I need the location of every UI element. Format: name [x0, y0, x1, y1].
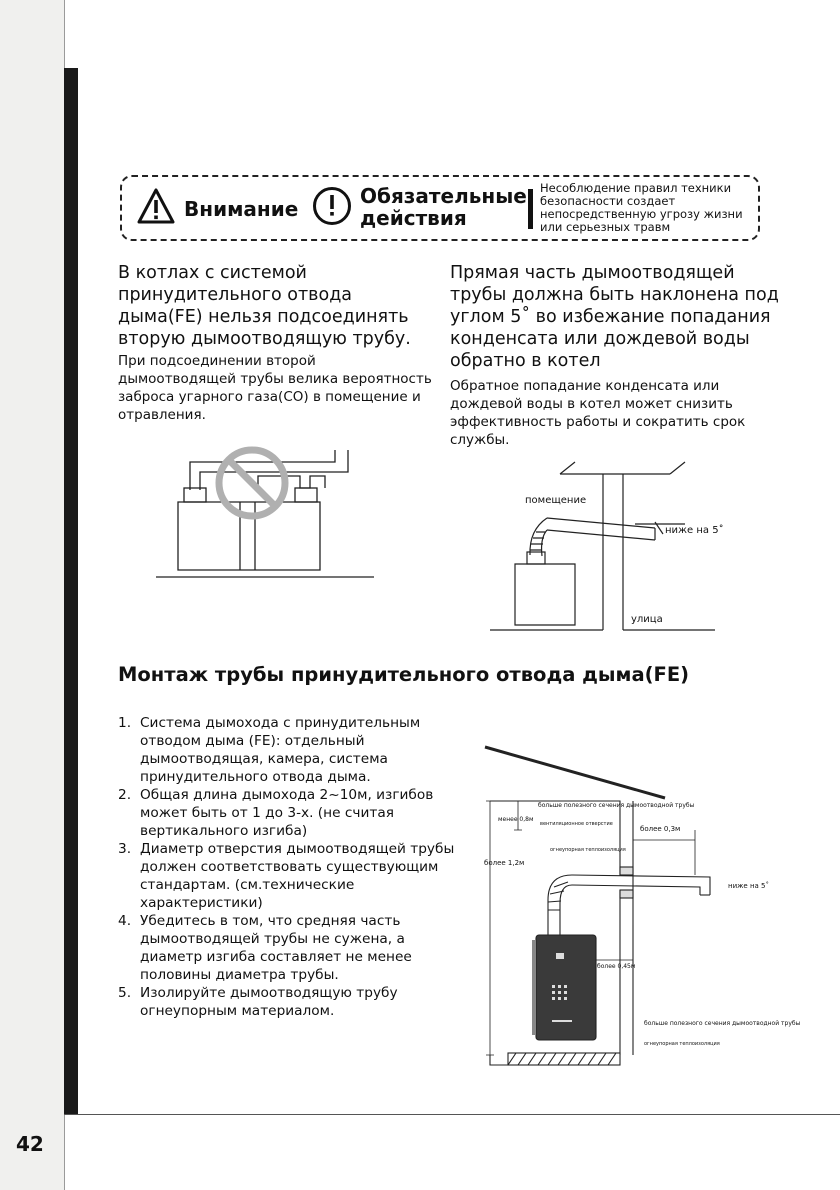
side-bar — [64, 68, 78, 1114]
step-item: 3. Диаметр отверстия дымоотводящей трубы должен соответствовать существующим стандартам. (см.технические характеристики) — [118, 841, 455, 911]
more-045-label: более 0,45м — [597, 963, 636, 970]
warning-label: Внимание — [184, 197, 299, 221]
left-heading: В котлах с системой принудительного отвода дыма(FE) нельзя подсоединять вторую дымоотводящую трубу. — [118, 263, 411, 349]
right-heading: Прямая часть дымоотводящей трубы должна быть наклонена под углом 5˚ во избежание попадания конденсата или дождевой воды обратно в котел — [450, 263, 779, 371]
right-body: Обратное попадание конденсата или дождевой воды в котел может снизить эффективность работы и сократить срок службы. — [450, 378, 746, 448]
more-03-label: более 0,3м — [640, 825, 681, 833]
notice-divider — [528, 189, 533, 229]
bottom-insulation-label: огнеупорная теплоизоляция — [644, 1041, 720, 1047]
footer-rule — [64, 1114, 840, 1115]
less-08-label: менее 0,8м — [498, 816, 534, 823]
exclamation-circle-icon — [312, 186, 352, 226]
safety-notice — [120, 175, 760, 241]
street-label: улица — [631, 614, 663, 625]
section-title: Монтаж трубы принудительного отвода дыма(FE) — [118, 663, 690, 686]
page-number: 42 — [16, 1132, 44, 1156]
step-item: 4. Убедитесь в том, что средняя часть дымоотводящей трубы не сужена, а диаметр изгиба составляет не менее половины диаметра трубы. — [118, 913, 412, 983]
step-item: 2. Общая длина дымохода 2~10м, изгибов может быть от 1 до 3-х. (не считая вертикального изгиба) — [118, 787, 434, 839]
pipe-slope-figure — [485, 460, 735, 640]
warning-triangle-icon — [136, 187, 176, 225]
slope-5-label: ниже на 5˚ — [728, 882, 770, 890]
installation-steps — [118, 714, 458, 1020]
more-12-label: более 1,2м — [484, 859, 525, 867]
required-actions-label: Обязательные действия — [360, 184, 527, 230]
left-body: При подсоединении второй дымоотводящей трубы велика вероятность заброса угарного газа(CO) в помещение и отравления. — [118, 353, 432, 423]
prohibited-second-pipe-figure — [150, 440, 380, 590]
fire-insulation-label: огнеупорная теплоизоляция — [550, 847, 626, 853]
bottom-section-note: больше полезного сечения дымоотводной трубы — [644, 1020, 801, 1027]
slope-label: ниже на 5˚ — [665, 525, 724, 536]
step-item: 1. Система дымохода с принудительным отводом дыма (FE): отдельный дымоотводящая, камера, система принудительного отвода дыма. — [118, 715, 421, 785]
step-item: 5. Изолируйте дымоотводящую трубу огнеупорным материалом. — [118, 985, 398, 1019]
notice-text: Несоблюдение правил техники безопасности создает непосредственную угрозу жизни или серьезных травм — [540, 181, 743, 234]
top-section-note: больше полезного сечения дымоотводной трубы — [538, 802, 695, 809]
page-margin — [0, 0, 65, 1190]
room-label: помещение — [525, 495, 587, 506]
installation-diagram — [480, 735, 801, 1075]
ventilation-label: вентиляционное отверстие — [540, 821, 613, 827]
prohibited-icon — [219, 450, 285, 516]
